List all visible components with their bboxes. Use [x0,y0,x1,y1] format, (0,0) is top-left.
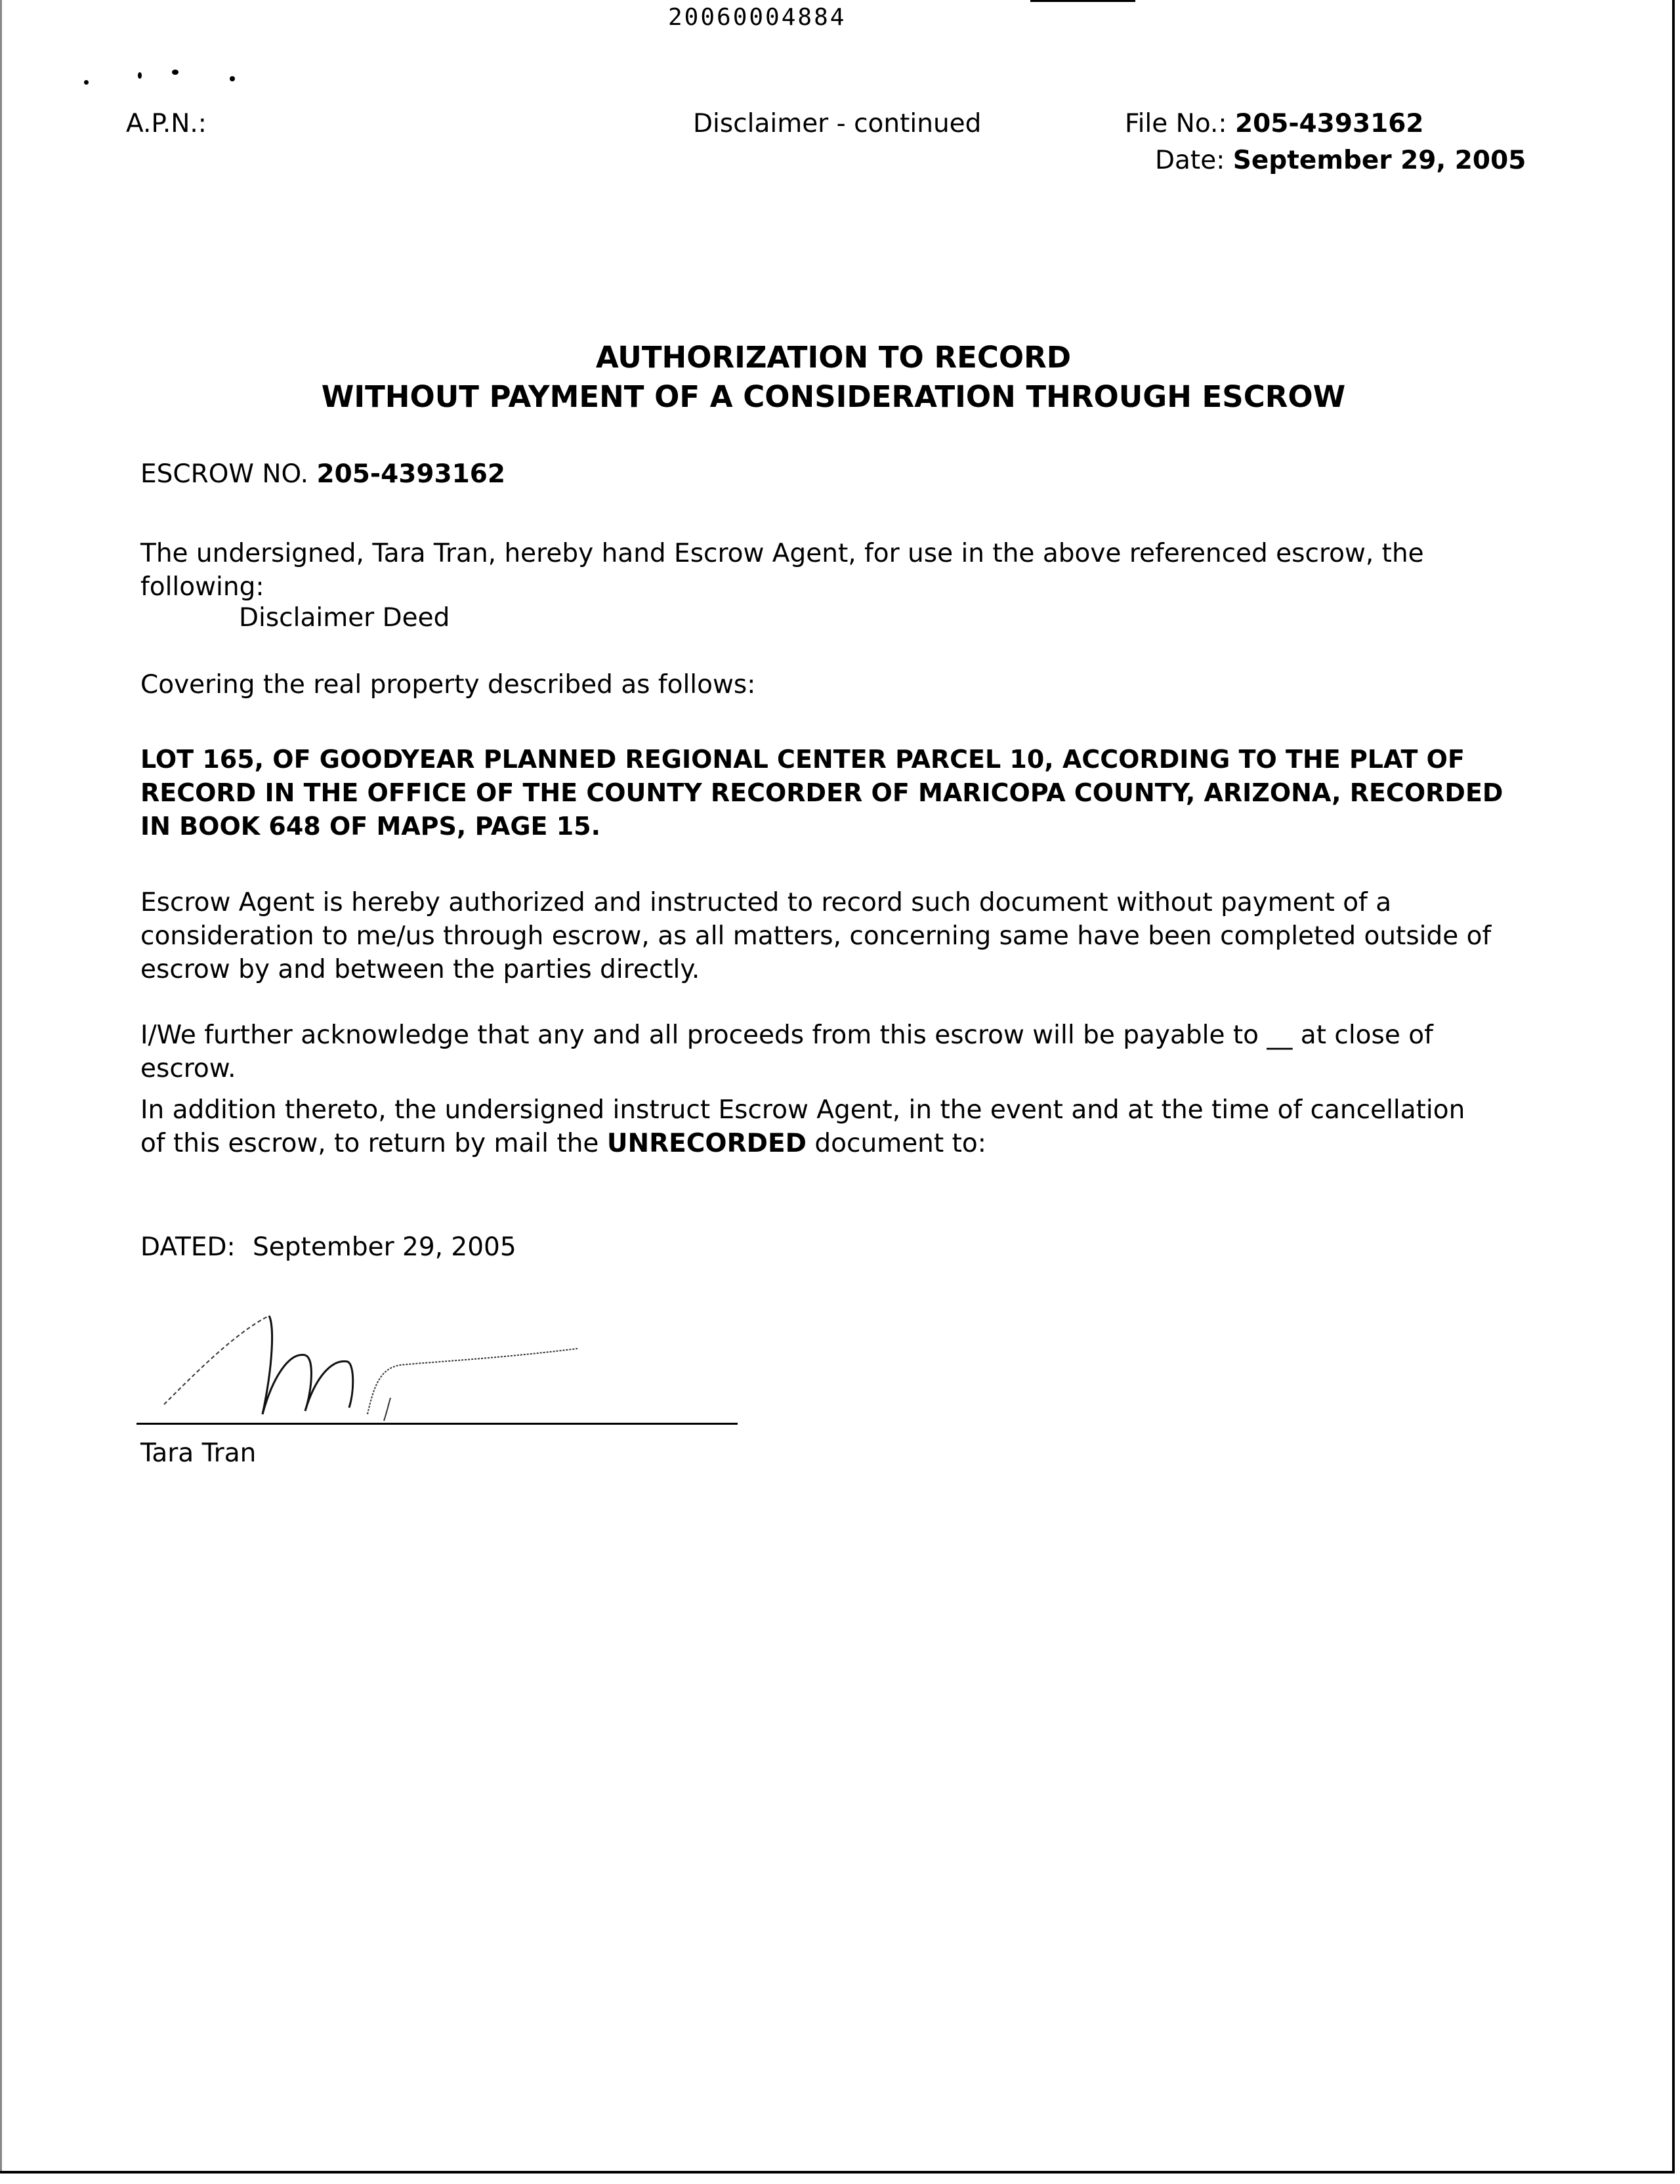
escrow-number [140,459,505,489]
scan-speck [138,72,142,79]
escrow-number-value: 205-4393162 [316,459,506,489]
cancellation-paragraph [140,1093,1492,1160]
signature-image [158,1306,604,1424]
section-label: Disclaimer - continued [693,109,982,138]
signer-name: Tara Tran [140,1438,257,1468]
covering-paragraph: Covering the real property described as follows: [140,670,756,700]
cancellation-end: document to: [814,1129,986,1158]
title-line-1: AUTHORIZATION TO RECORD [595,340,1072,375]
document-date [1155,146,1526,175]
dated-value: September 29, 2005 [253,1232,516,1262]
apn-label: A.P.N.: [126,109,207,138]
scan-speck [84,80,89,85]
date-label: Date: [1155,146,1225,175]
page-border-bottom [0,2171,1675,2174]
page-border-left [0,0,2,2174]
file-number [1125,109,1424,138]
file-number-label: File No.: [1125,109,1227,138]
cancellation-text: In addition thereto, the undersigned instruct Escrow Agent, in the event and at the time of cancellation of this escrow, to return by mail the [140,1095,1465,1158]
scan-speck [230,76,235,81]
file-number-value: 205-4393162 [1234,109,1424,138]
scan-speck [172,70,178,75]
title-line-2: WITHOUT PAYMENT OF A CONSIDERATION THROUGH ESCROW [321,379,1346,414]
intro-paragraph: The undersigned, Tara Tran, hereby hand Escrow Agent, for use in the above referenced escrow, the following: [140,539,1424,602]
document-name: Disclaimer Deed [239,603,450,633]
date-value: September 29, 2005 [1232,146,1526,175]
page-border-right [1672,0,1675,2174]
dated-label: DATED: [140,1232,236,1262]
top-rule [1030,0,1135,2]
signature-line [136,1423,738,1425]
legal-description: LOT 165, OF GOODYEAR PLANNED REGIONAL CENTER PARCEL 10, ACCORDING TO THE PLAT OF RECORD IN THE OFFICE OF THE COUNTY RECORDER OF MARICOPA COUNTY, ARIZONA, RECORDED IN BOOK 648 OF MAPS, PAGE 15. [140,745,1503,841]
cancellation-emphasis: UNRECORDED [606,1129,807,1158]
recording-number: 20060004884 [668,4,847,31]
escrow-number-label: ESCROW NO. [140,459,309,489]
authorization-paragraph: Escrow Agent is hereby authorized and instructed to record such document without payment of a consideration to me/us through escrow, as all matters, concerning same have been completed outside of escrow by and between the parties directly. [140,888,1492,984]
dated-line [140,1232,516,1262]
acknowledgement-paragraph: I/We further acknowledge that any and all proceeds from this escrow will be payable to __ at close of escrow. [140,1020,1433,1083]
